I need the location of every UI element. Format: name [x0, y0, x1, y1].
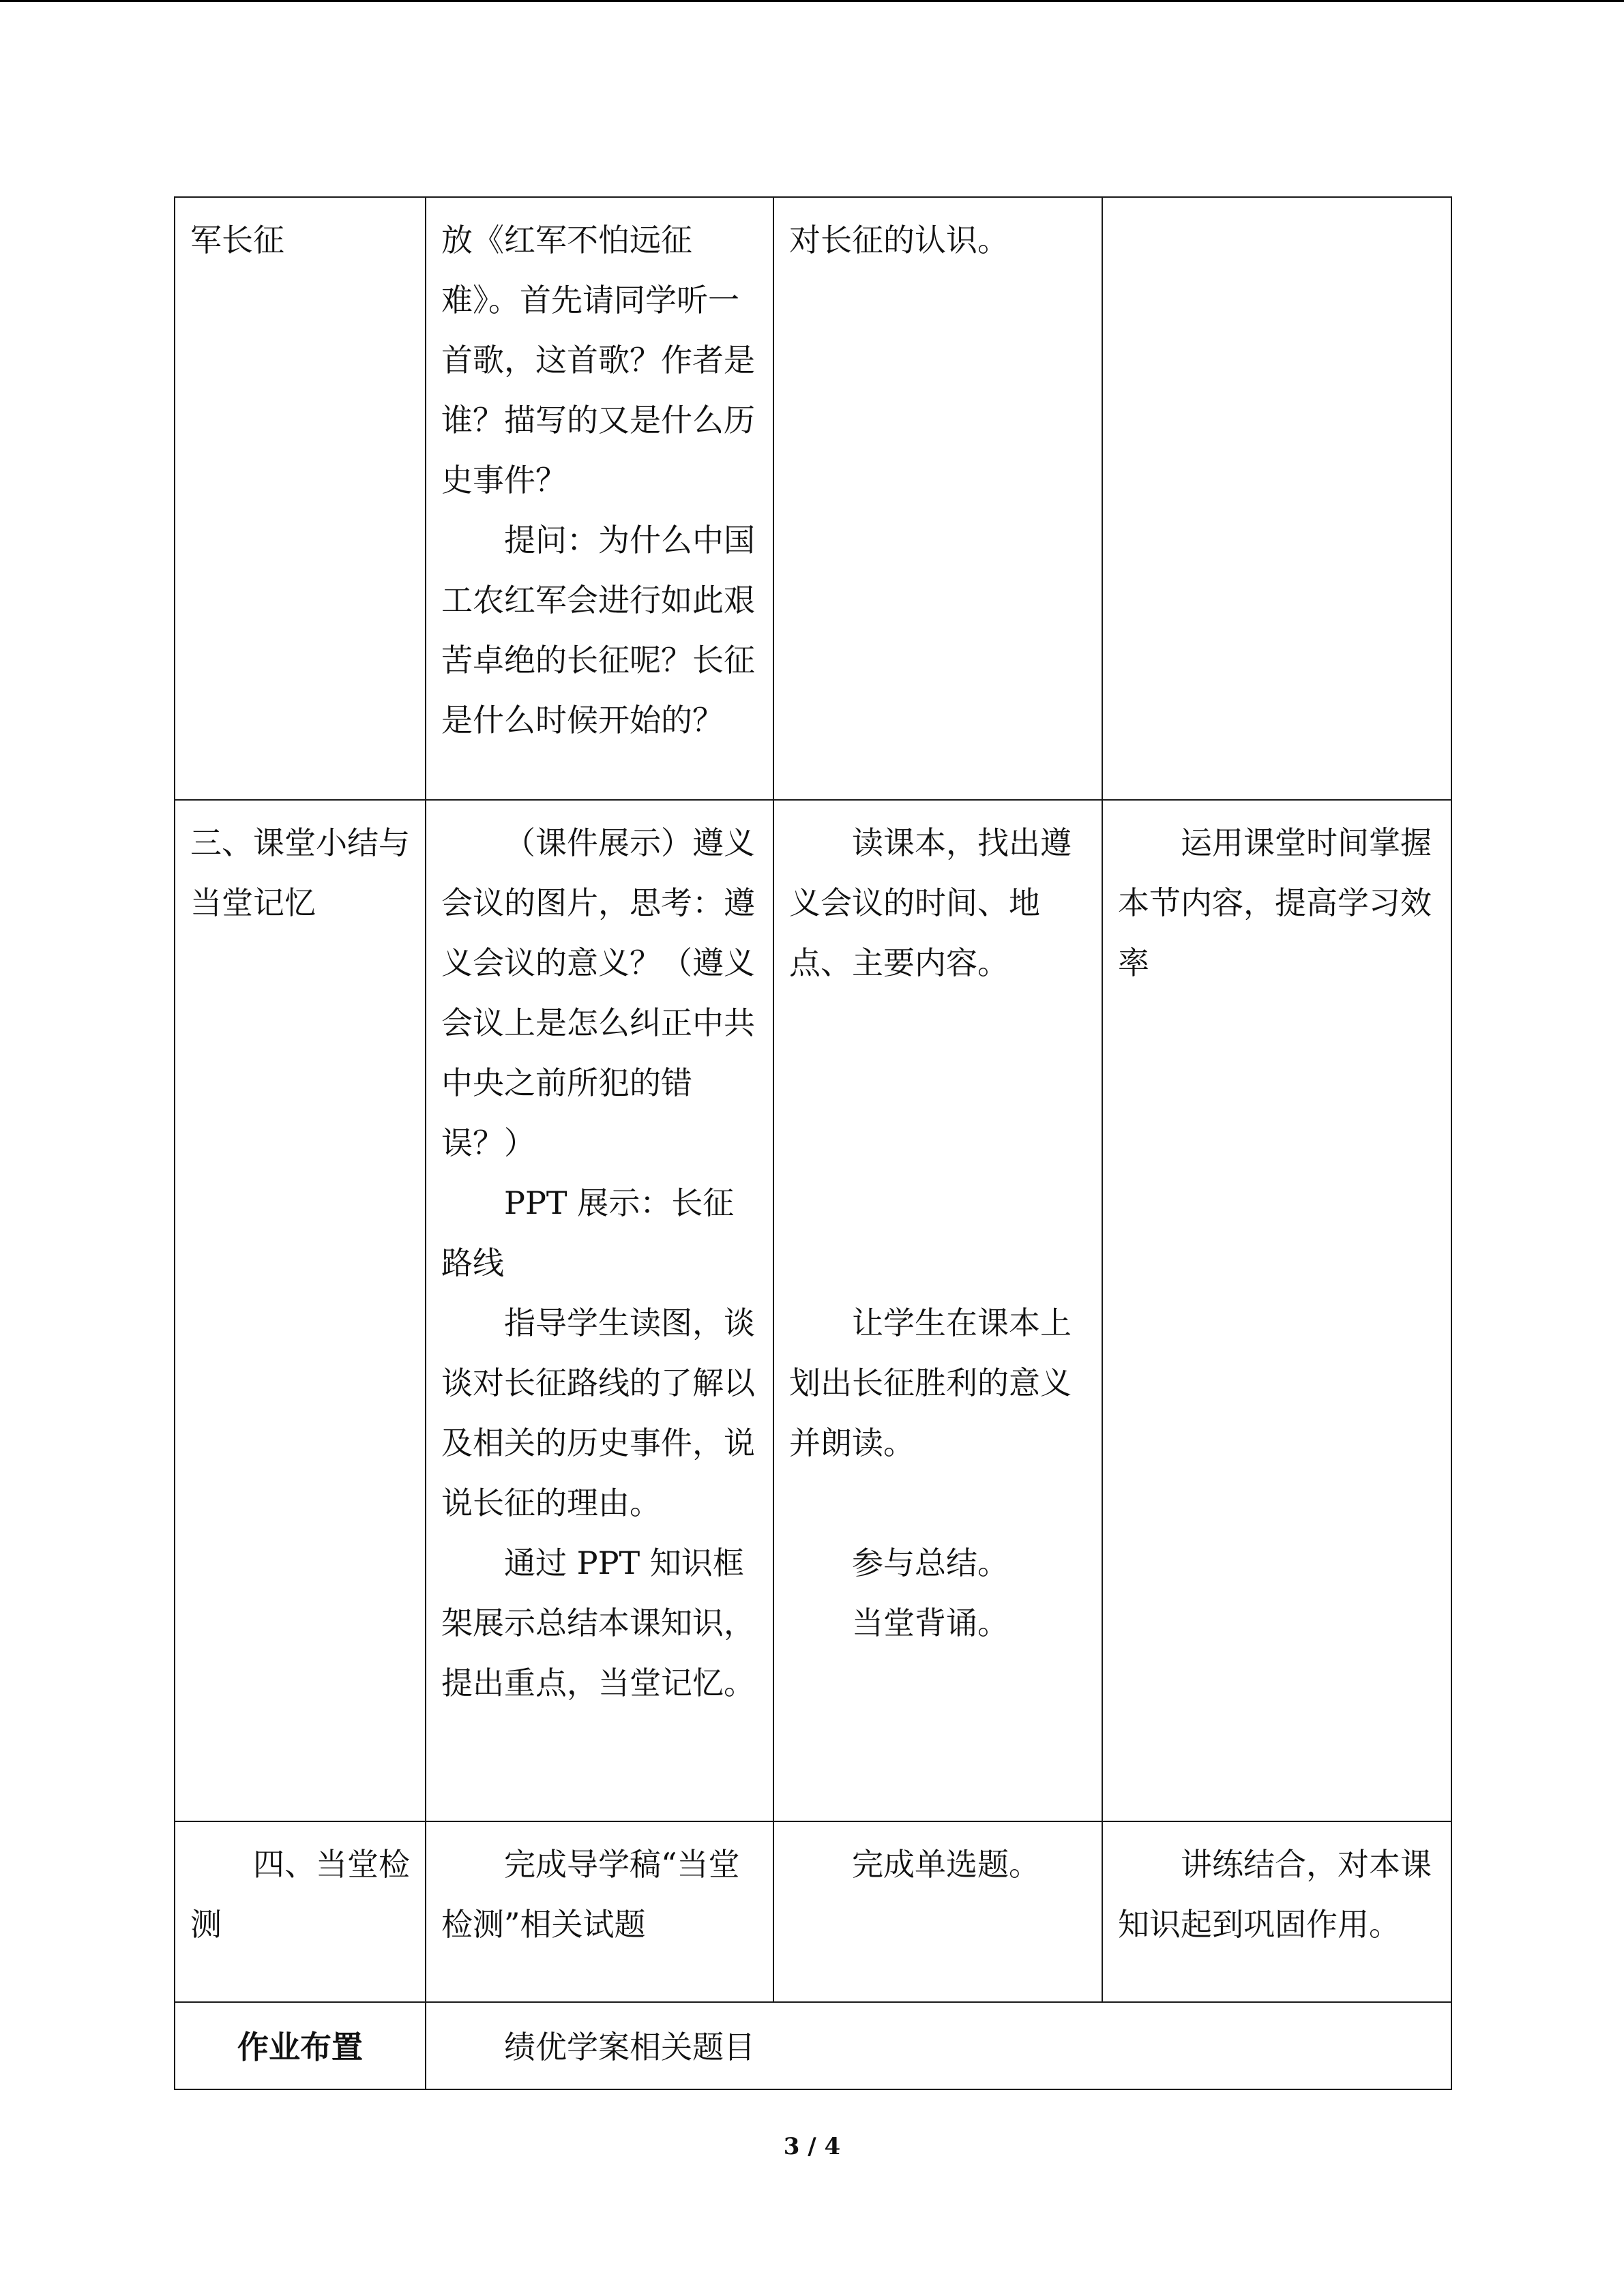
student-text: 完成单选题。 — [852, 1846, 1040, 1883]
table-row — [175, 800, 1451, 1821]
student-text: 当堂背诵。 — [852, 1605, 1009, 1641]
spacer — [789, 1053, 1087, 1113]
teacher-text: 指导学生读图，谈谈对长征路线的了解以及相关的历史事件，说说长征的理由。 — [441, 1304, 755, 1521]
homework-row — [175, 2002, 1451, 2089]
table-row — [175, 197, 1451, 800]
table-row — [175, 1821, 1451, 2002]
student-text: 读课本，找出遵义会议的时间、地点、主要内容。 — [789, 824, 1072, 981]
spacer — [789, 993, 1087, 1053]
teacher-text: 通过 PPT 知识框架展示总结本课知识，提出重点，当堂记忆。 — [441, 1545, 755, 1701]
section-cell — [175, 197, 426, 800]
page-number: 3 / 4 — [783, 2133, 841, 2160]
spacer — [789, 1233, 1087, 1293]
student-text: 让学生在课本上划出长征胜利的意义并朗读。 — [789, 1304, 1072, 1461]
section-cell — [175, 800, 426, 1821]
section-text: 三、课堂小结与当堂记忆 — [190, 824, 410, 921]
teacher-activity-cell — [426, 800, 773, 1821]
spacer — [789, 1173, 1087, 1233]
teacher-text: 提问：为什么中国工农红军会进行如此艰苦卓绝的长征呢？长征是什么时候开始的？ — [441, 522, 755, 739]
purpose-text: 运用课堂时间掌握本节内容，提高学习效率 — [1118, 824, 1432, 981]
teacher-text: 完成导学稿“当堂检测”相关试题 — [441, 1846, 740, 1943]
page-top-border — [0, 0, 1624, 2]
section-text: 军长征 — [190, 222, 284, 258]
spacer — [789, 1113, 1087, 1173]
teacher-text: （课件展示）遵义会议的图片，思考：遵义会议的意义？（遵义会议上是怎么纠正中共中央之前所犯的错误？） — [441, 824, 755, 1161]
student-activity-cell — [773, 800, 1102, 1821]
teacher-text: PPT 展示：长征路线 — [441, 1184, 735, 1281]
section-cell — [175, 1821, 426, 2002]
teacher-text: 放《红军不怕远征难》。首先请同学听一首歌，这首歌？作者是谁？描写的又是什么历史事件？ — [441, 222, 755, 498]
spacer — [789, 1473, 1087, 1533]
design-purpose-cell — [1102, 197, 1451, 800]
homework-content-cell — [426, 2002, 1451, 2089]
teacher-activity-cell — [426, 1821, 773, 2002]
section-text: 四、当堂检测 — [190, 1846, 410, 1943]
homework-content: 绩优学案相关题目 — [504, 2029, 755, 2066]
purpose-text: 讲练结合，对本课知识起到巩固作用。 — [1118, 1846, 1432, 1943]
lesson-plan-table — [174, 196, 1452, 2090]
design-purpose-cell — [1102, 1821, 1451, 2002]
student-activity-cell — [773, 1821, 1102, 2002]
teacher-activity-cell — [426, 197, 773, 800]
student-text: 参与总结。 — [852, 1545, 1009, 1581]
homework-label: 作业布置 — [175, 2002, 426, 2089]
student-text: 对长征的认识。 — [789, 222, 1009, 258]
student-activity-cell — [773, 197, 1102, 800]
design-purpose-cell — [1102, 800, 1451, 1821]
